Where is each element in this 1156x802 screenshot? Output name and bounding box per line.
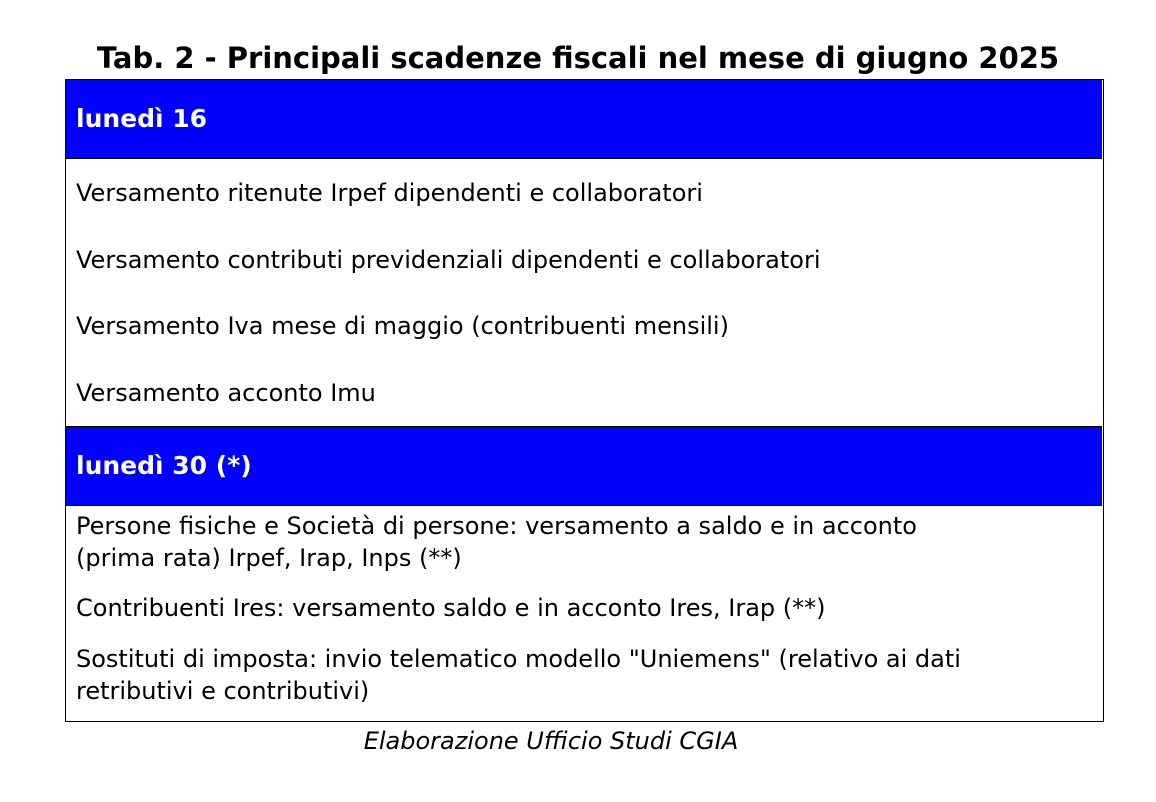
section-header-lunedi-30 [66,427,1102,505]
list-item: Versamento acconto Imu [76,379,376,407]
list-item-line-2: (prima rata) Irpef, Irap, Inps (**) [76,544,462,572]
list-item: Versamento ritenute Irpef dipendenti e collaboratori [76,179,703,207]
list-item: Contribuenti Ires: versamento saldo e in acconto Ires, Irap (**) [76,594,826,622]
table-title: Tab. 2 - Principali scadenze fiscali nel mese di giugno 2025 [96,41,1060,75]
divider [66,158,1102,159]
section-header-lunedi-16 [66,80,1102,158]
section-header-label: lunedì 16 [76,104,208,133]
list-item-line-1: Sostituti di imposta: invio telematico modello "Uniemens" (relativo ai dati [76,645,961,673]
deadlines-table [65,79,1104,722]
source-note: Elaborazione Ufficio Studi CGIA [363,727,739,755]
list-item: Versamento Iva mese di maggio (contribuenti mensili) [76,312,729,340]
divider [66,505,1102,506]
section-header-label: lunedì 30 (*) [76,451,252,480]
list-item: Versamento contributi previdenziali dipendenti e collaboratori [76,246,821,274]
list-item-line-2: retributivi e contributivi) [76,677,370,705]
list-item-line-1: Persone fisiche e Società di persone: versamento a saldo e in acconto [76,512,917,540]
